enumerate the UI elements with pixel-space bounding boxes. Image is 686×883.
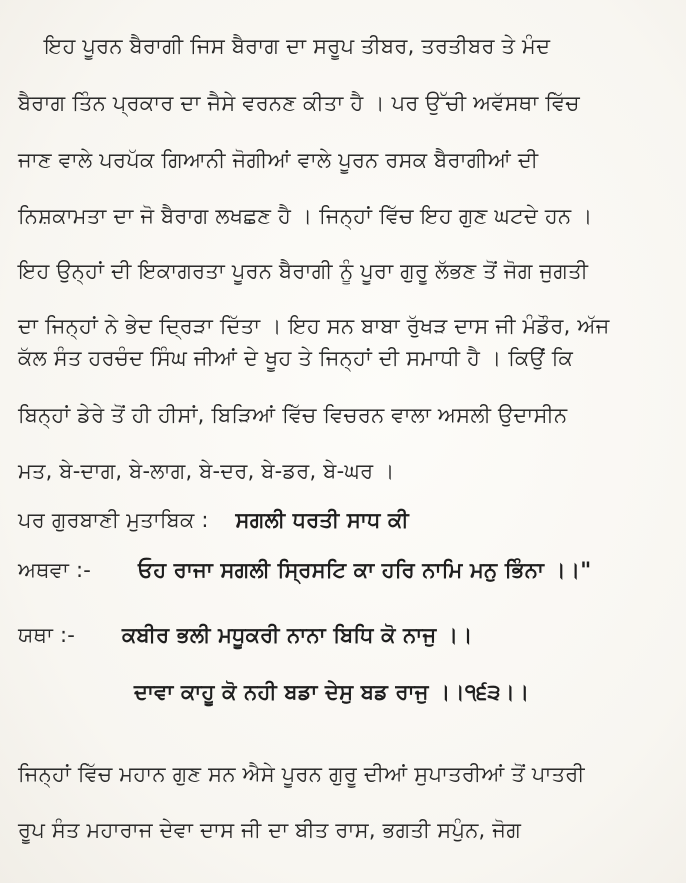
paragraph-2-line-2: ਰੂਪ ਸੰਤ ਮਹਾਰਾਜ ਦੇਵਾ ਦਾਸ ਜੀ ਦਾ ਬੀਤ ਰਾਸ, ਭਗਤੀ ਸਪੁੰਨ, ਜੋਗ [18, 818, 522, 842]
quote-3-text-line-2: ਦਾਵਾ ਕਾਹੂ ਕੋ ਨਹੀ ਬਡਾ ਦੇਸੁ ਬਡ ਰਾਜੁ ।।੧੬੩।। [134, 680, 530, 704]
paragraph-1-line-3: ਜਾਣ ਵਾਲੇ ਪਰਪੱਕ ਗਿਆਨੀ ਜੋਗੀਆਂ ਵਾਲੇ ਪੂਰਨ ਰਸਕ ਬੈਰਾਗੀਆਂ ਦੀ [18, 148, 539, 172]
quote-2-label: ਅਥਵਾ :- [18, 558, 92, 582]
quote-1-label: ਪਰ ਗੁਰਬਾਣੀ ਮੁਤਾਬਿਕ : [18, 508, 209, 532]
quote-2 [18, 557, 591, 583]
paragraph-1-line-7: ਕੱਲ ਸੰਤ ਹਰਚੰਦ ਸਿੰਘ ਜੀਆਂ ਦੇ ਖੂਹ ਤੇ ਜਿਨ੍ਹਾਂ ਦੀ ਸਮਾਧੀ ਹੈ । ਕਿਉਂ ਕਿ [18, 346, 574, 370]
quote-3-text: ਕਬੀਰ ਭਲੀ ਮਧੂਕਰੀ ਨਾਨਾ ਬਿਧਿ ਕੋ ਨਾਜੁ ।। [121, 623, 473, 647]
quote-3-label: ਯਥਾ :- [18, 623, 76, 647]
quote-1-text: ਸਗਲੀ ਧਰਤੀ ਸਾਧ ਕੀ [235, 508, 409, 532]
paragraph-1-line-2: ਬੈਰਾਗ ਤਿੰਨ ਪ੍ਰਕਾਰ ਦਾ ਜੈਸੇ ਵਰਨਣ ਕੀਤਾ ਹੈ । ਪਰ ਉੱਚੀ ਅਵੱਸਥਾ ਵਿੱਚ [18, 91, 580, 115]
quote-2-text: ਓਹ ਰਾਜਾ ਸਗਲੀ ਸ੍ਰਿਸਟਿ ਕਾ ਹਰਿ ਨਾਮਿ ਮਨੁ ਭਿੰਨਾ ।।" [137, 558, 592, 582]
paragraph-1-line-9: ਮਤ, ਬੇ-ਦਾਗ, ਬੇ-ਲਾਗ, ਬੇ-ਦਰ, ਬੇ-ਡਰ, ਬੇ-ਘਰ । [18, 459, 395, 483]
paragraph-1-line-6: ਦਾ ਜਿਨ੍ਹਾਂ ਨੇ ਭੇਦ ਦ੍ਰਿੜਾ ਦਿੱਤਾ । ਇਹ ਸਨ ਬਾਬਾ ਰੁੱਖੜ ਦਾਸ ਜੀ ਮੰਡੌਰ, ਅੱਜ [18, 314, 610, 338]
paragraph-1-line-8: ਬਿਨ੍ਹਾਂ ਡੇਰੇ ਤੋਂ ਹੀ ਹੀਸਾਂ, ਬਿੜਿਆਂ ਵਿੱਚ ਵਿਚਰਨ ਵਾਲਾ ਅਸਲੀ ਉਦਾਸੀਨ [18, 403, 568, 427]
quote-1 [18, 507, 409, 533]
paragraph-1-line-1: ਇਹ ਪੂਰਨ ਬੈਰਾਗੀ ਜਿਸ ਬੈਰਾਗ ਦਾ ਸਰੂਪ ਤੀਬਰ, ਤਰਤੀਬਰ ਤੇ ਮੰਦ [44, 34, 551, 58]
paragraph-1-line-5: ਇਹ ਉਨ੍ਹਾਂ ਦੀ ਇਕਾਗਰਤਾ ਪੂਰਨ ਬੈਰਾਗੀ ਨੂੰ ਪੂਰਾ ਗੁਰੂ ਲੱਭਣ ਤੋਂ ਜੋਗ ਜੁਗਤੀ [18, 259, 589, 283]
paragraph-2-line-1: ਜਿਨ੍ਹਾਂ ਵਿੱਚ ਮਹਾਨ ਗੁਣ ਸਨ ਐਸੇ ਪੂਰਨ ਗੁਰੂ ਦੀਆਂ ਸੁਪਾਤਰੀਆਂ ਤੋਂ ਪਾਤਰੀ [18, 762, 585, 786]
quote-3 [18, 622, 473, 648]
paragraph-1-line-4: ਨਿਸ਼ਕਾਮਤਾ ਦਾ ਜੋ ਬੈਰਾਗ ਲਖਛਣ ਹੈ । ਜਿਨ੍ਹਾਂ ਵਿੱਚ ਇਹ ਗੁਣ ਘਟਦੇ ਹਨ । [18, 204, 593, 228]
